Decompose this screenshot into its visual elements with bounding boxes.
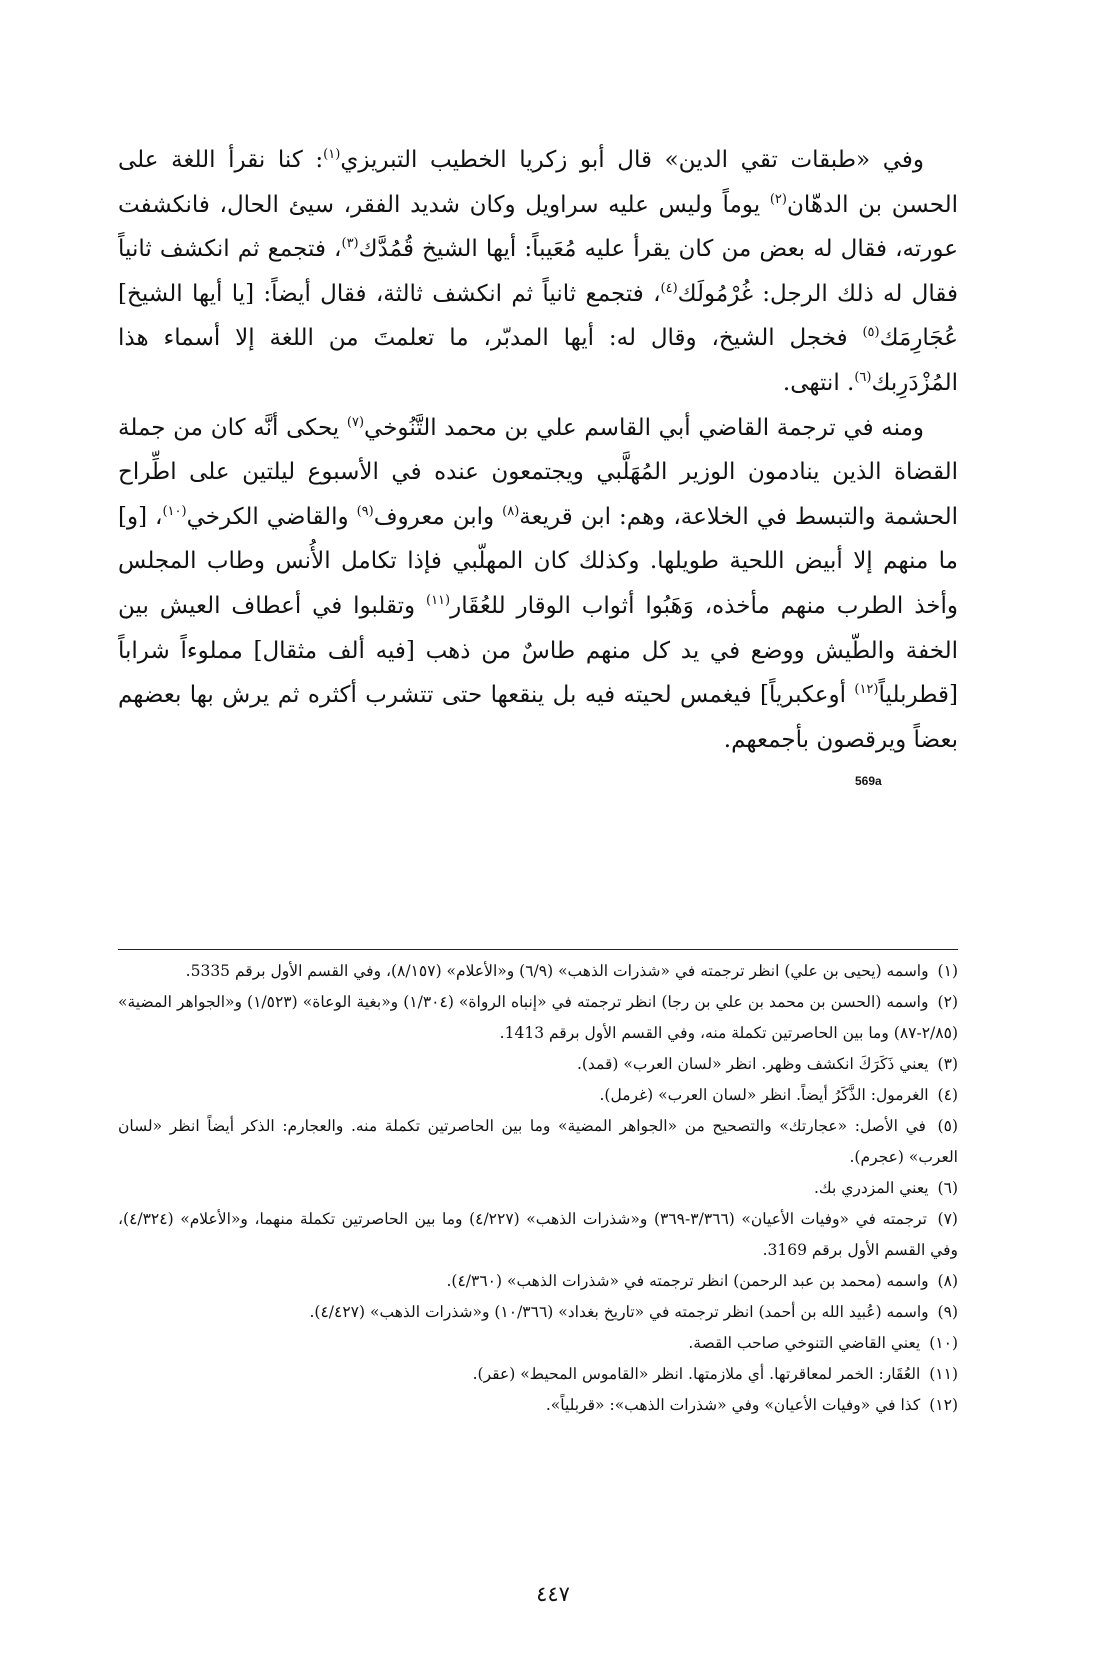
main-text: [118, 138, 958, 762]
footnote-text: ترجمته في «وفيات الأعيان» (٣/٣٦٦-٣٦٩) و«شذرات الذهب» (٤/٢٢٧) وما بين الحاصرتين تكملة منهما، و«الأعلام» (٤/٣٢٤)، وفي القسم الأول برقم 3169.: [118, 1210, 958, 1259]
text-run: ، [و] ما منهم إلا أبيض اللحية طويلها. وكذلك كان المهلّبي فإذا تكامل الأُنس وطاب المجلس وأخذ الطرب منهم مأخذه، وَهَبُوا أثواب الوقار للعُقَار: [118, 503, 958, 619]
footnote-text: واسمه (يحيى بن علي) انظر ترجمته في «شذرات الذهب» (٦/٩) و«الأعلام» (٨/١٥٧)، وفي القسم الأول برقم 5335.: [185, 962, 929, 980]
footnote-number: (٦): [937, 1179, 958, 1197]
footnote-separator: [118, 949, 958, 950]
footnote-number: (١): [937, 962, 958, 980]
footnote-number: (٤): [937, 1086, 958, 1104]
footnote-number: (٥): [937, 1117, 958, 1135]
footnote-12: [118, 1390, 958, 1421]
text-run: يحكى أنَّه كان من جملة القضاة الذين ينادمون الوزير المُهَلَّبي ويجتمعون عنده في الأسبوع ليلتين على اطِّراح الحشمة والتبسط في الخلاعة، وهم: ابن قريعة: [118, 414, 958, 530]
footnote-10: [118, 1328, 958, 1359]
footnote-ref-6: (٦): [854, 369, 872, 385]
footnote-ref-5: (٥): [862, 325, 880, 341]
text-run: فخجل الشيخ، وقال له: أيها المدبّر، ما تعلمتَ من اللغة إلا أسماء هذا المُزْدَرِبك: [118, 325, 958, 396]
footnote-number: (٨): [937, 1272, 958, 1290]
text-run: والقاضي الكرخي: [186, 503, 357, 530]
footnote-number: (٢): [937, 993, 958, 1011]
footnote-8: [118, 1266, 958, 1297]
footnote-text: الغرمول: الذَّكَرُ أيضاً. انظر «لسان العرب» (غرمل).: [599, 1086, 929, 1104]
text-run: يوماً وليس عليه سراويل وكان شديد الفقر، سيئ الحال، فانكشفت عورته، فقال له بعض من كان يقرأ عليه مُعَيباً: أيها الشيخ قُمُدَّك: [118, 191, 958, 263]
footnote-4: [118, 1080, 958, 1111]
text-run: ، فتجمع ثم انكشف ثانياً فقال له ذلك الرجل: غُرْمُولَك: [118, 236, 958, 307]
page-number: ٤٤٧: [536, 1582, 570, 1606]
text-run: : كنا نقرأ اللغة على الحسن بن الدهّان: [118, 147, 959, 218]
footnote-text: واسمه (محمد بن عبد الرحمن) انظر ترجمته في «شذرات الذهب» (٤/٣٦٠).: [446, 1272, 929, 1290]
text-run: . انتهى.: [782, 369, 855, 396]
footnote-ref-8: (٨): [502, 503, 520, 519]
footnote-5: [118, 1111, 958, 1173]
text-run: وتقلبوا في أعطاف العيش بين الخفة والطّيش ووضع في يد كل منهم طاسٌ من ذهب [فيه ألف مثقال] مملوءاً شراباً [قطربلياً: [118, 592, 958, 709]
footnote-ref-3: (٣): [341, 236, 359, 252]
footnote-11: [118, 1359, 958, 1390]
footnote-text: يعني ذَكَرَكَ انكشف وظهر. انظر «لسان العرب» (قمد).: [576, 1055, 929, 1073]
text-run: ، فتجمع ثانياً ثم انكشف ثالثة، فقال أيضاً: [يا أيها الشيخ] عُجَارِمَك: [118, 280, 958, 352]
footnote-ref-12: (١٢): [854, 682, 879, 698]
footnote-ref-2: (٢): [769, 191, 787, 207]
footnote-text: العُقَار: الخمر لمعاقرتها. أي ملازمتها. انظر «القاموس المحيط» (عقر).: [472, 1365, 921, 1383]
footnote-ref-7: (٧): [346, 414, 365, 430]
footnote-ref-4: (٤): [660, 280, 678, 296]
footnote-3: [118, 1049, 958, 1080]
footnote-1: [118, 956, 958, 987]
footnotes: [118, 956, 958, 1421]
paragraph-2: [118, 406, 958, 763]
footnote-number: (٩): [937, 1303, 958, 1321]
footnote-9: [118, 1297, 958, 1328]
paragraph-1: [118, 138, 958, 406]
footnote-text: يعني المزدري بك.: [814, 1179, 929, 1197]
footnote-ref-11: (١١): [426, 592, 451, 608]
footnote-number: (١١): [929, 1365, 958, 1383]
footnote-2: [118, 987, 958, 1049]
text-run: ومنه في ترجمة القاضي أبي القاسم علي بن محمد التَّنُوخي: [364, 414, 924, 441]
text-run: أوعكبرياً] فيغمس لحيته فيه بل ينقعها حتى تتشرب أكثره ثم يرش بها بعضهم بعضاً ويرقصون بأجمعهم.: [118, 682, 958, 753]
footnote-text: واسمه (عُبيد الله بن أحمد) انظر ترجمته في «تاريخ بغداد» (١٠/٣٦٦) و«شذرات الذهب» (٤/٤٢٧).: [309, 1303, 929, 1321]
text-run: وابن معروف: [373, 503, 503, 530]
footnote-7: [118, 1204, 958, 1266]
footnote-text: يعني القاضي التنوخي صاحب القصة.: [688, 1334, 921, 1352]
footnote-ref-10: (١٠): [162, 503, 187, 519]
footnote-text: واسمه (الحسن بن محمد بن علي بن رجا) انظر ترجمته في «إنباه الرواة» (١/٣٠٤) و«بغية الوعاة» (١/٥٢٣) و«الجواهر المضية» (٢/٨٥-٨٧) وما بين الحاصرتين تكملة منه، وفي القسم الأول برقم 1413.: [118, 993, 958, 1042]
text-run: وفي «طبقات تقي الدين» قال أبو زكريا الخطيب التبريزي: [340, 147, 924, 173]
footnote-ref-9: (٩): [356, 503, 374, 519]
footnote-ref-1: (١): [323, 147, 341, 162]
manuscript-folio-marker: 569a: [855, 774, 882, 788]
footnote-text: في الأصل: «عجارتك» والتصحيح من «الجواهر المضية» وما بين الحاصرتين تكملة منه. والعجارم: الذكر أيضاً انظر «لسان العرب» (عجرم).: [118, 1117, 958, 1166]
footnote-text: كذا في «وفيات الأعيان» وفي «شذرات الذهب»: «قربلياً».: [545, 1396, 921, 1414]
footnote-number: (١٠): [929, 1334, 958, 1352]
footnote-number: (٣): [937, 1055, 958, 1073]
footnote-6: [118, 1173, 958, 1204]
footnote-number: (٧): [937, 1210, 958, 1228]
footnote-number: (١٢): [929, 1396, 958, 1414]
